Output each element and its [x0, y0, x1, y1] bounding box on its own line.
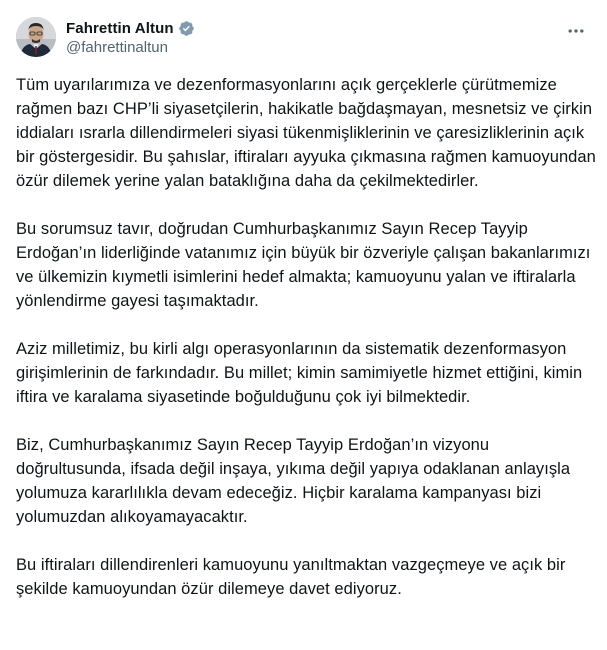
profile-photo [16, 17, 56, 57]
more-options-icon [566, 21, 586, 41]
more-options-button[interactable] [563, 18, 589, 44]
avatar[interactable] [16, 17, 56, 57]
verified-badge-icon [178, 20, 195, 37]
author-handle[interactable]: @fahrettinaltun [66, 39, 168, 56]
tweet-text [16, 73, 596, 601]
name-row [66, 18, 195, 38]
tweet-paragraph-2: Bu sorumsuz tavır, doğrudan Cumhurbaşkanımız Sayın Recep Tayyip Erdoğan’ın liderliğinde vatanımız için büyük bir özveriyle çalışan bakanlarımızı ve ülkemizin kıymetli isimlerini hedef almakta; kamuoyunu yalan ve iftiralarla yönlendirme gayesi taşımaktadır. [16, 220, 591, 310]
tweet-paragraph-5: Bu iftiraları dillendirenleri kamuoyunu yanıltmaktan vazgeçmeye ve açık bir şekilde kamuoyundan özür dilemeye davet ediyoruz. [16, 556, 566, 598]
tweet-paragraph-4: Biz, Cumhurbaşkanımız Sayın Recep Tayyip Erdoğan’ın vizyonu doğrultusunda, ifsada değil inşaya, yıkıma değil yapıya odaklanan anlayışla yolumuza kararlılıkla devam edeceğiz. Hiçbir karalama kampanyası bizi yolumuzdan alıkoyamayacaktır. [16, 436, 571, 526]
tweet-paragraph-1: Tüm uyarılarımıza ve dezenformasyonlarını açık gerçeklerle çürütmemize rağmen bazı CHP’li siyasetçilerin, hakikatle bağdaşmayan, mesnetsiz ve çirkin iddiaları ısrarla dillendirmeleri siyasi tükenmişliklerinin ve çaresizliklerinin açık bir göstergesidir. Bu şahıslar, iftiraları ayyuka çıkmasına rağmen kamuoyundan özür dilemek yerine yalan bataklığına daha da çekilmektedirler. [16, 76, 596, 190]
author-names [66, 18, 195, 56]
tweet-paragraph-3: Aziz milletimiz, bu kirli algı operasyonlarının da sistematik dezenformasyon girişimlerinin de farkındadır. Bu millet; kimin samimiyetle hizmet ettiğini, kimin iftira ve karalama siyasetinde boğulduğunu çok iyi bilmektedir. [16, 340, 583, 406]
author-display-name[interactable]: Fahrettin Altun [66, 19, 174, 37]
tweet-header [16, 14, 593, 60]
